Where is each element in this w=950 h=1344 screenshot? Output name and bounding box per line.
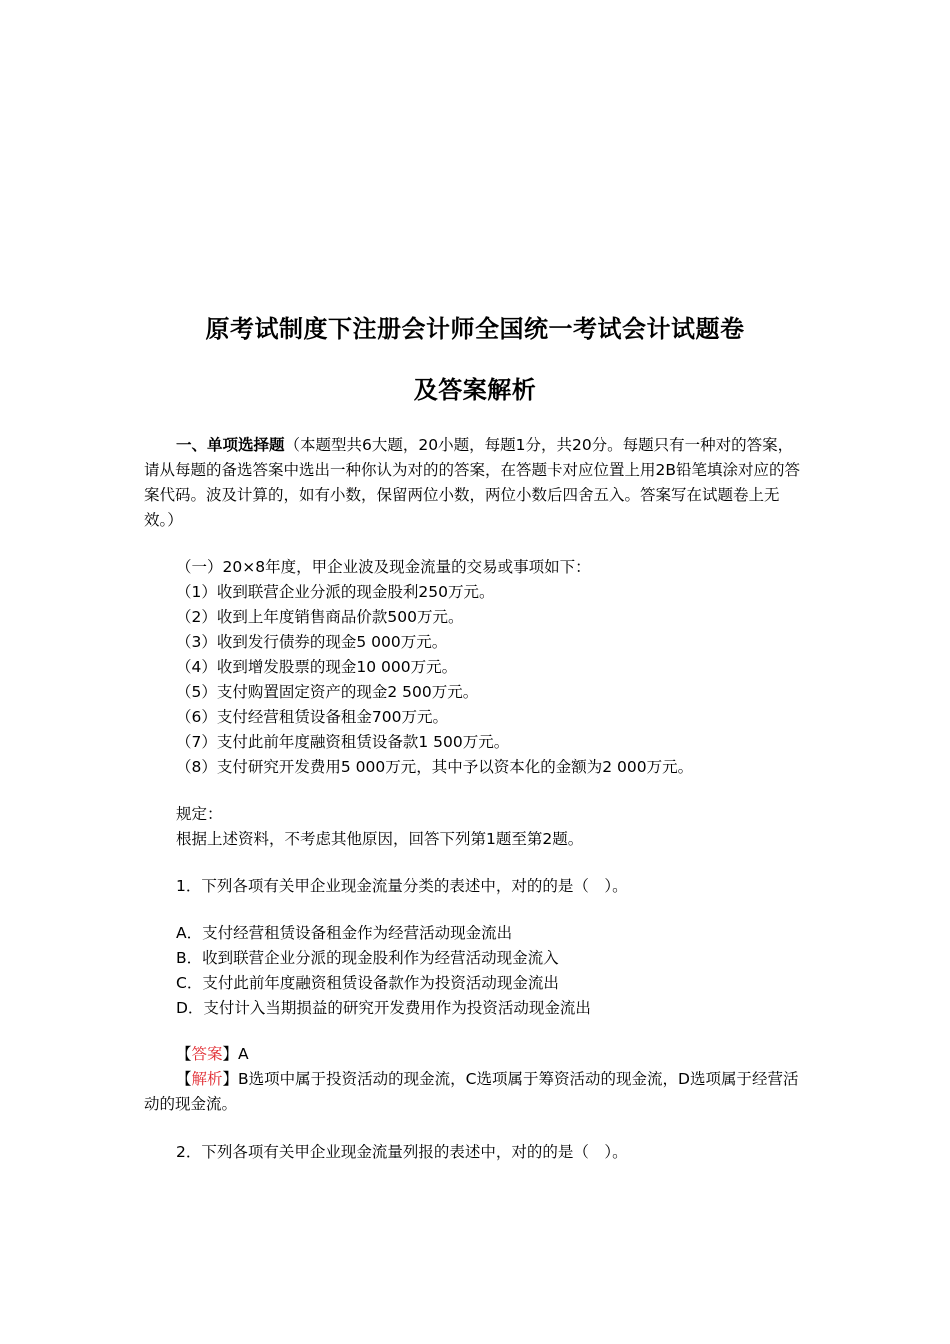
requirement-label: 规定： xyxy=(176,805,223,823)
section-heading: 一、单项选择题 xyxy=(176,436,285,454)
answer-bracket-open: 【 xyxy=(176,1045,192,1063)
requirement-text: 根据上述资料，不考虑其他原因，回答下列第1题至第2题。 xyxy=(176,830,584,848)
case-item: （1）收到联营企业分派的现金股利250万元。 xyxy=(176,583,495,601)
answer-label: 答案 xyxy=(191,1045,223,1063)
document-title-line2: 及答案解析 xyxy=(413,376,537,404)
question1-stem: 1．下列各项有关甲企业现金流量分类的表述中，对的的是（ ）。 xyxy=(176,877,628,895)
answer-value: A xyxy=(238,1045,249,1063)
case-item: （2）收到上年度销售商品价款500万元。 xyxy=(176,608,464,626)
option-d: D．支付计入当期损益的研究开发费用作为投资活动现金流出 xyxy=(176,999,591,1017)
option-b: B．收到联营企业分派的现金股利作为经营活动现金流入 xyxy=(176,949,559,967)
case-item: （4）收到增发股票的现金10 000万元。 xyxy=(176,658,458,676)
case-item: （7）支付此前年度融资租赁设备款1 500万元。 xyxy=(176,733,510,751)
case-item: （8）支付研究开发费用5 000万元，其中予以资本化的金额为2 000万元。 xyxy=(176,758,694,776)
case-item: （5）支付购置固定资产的现金2 500万元。 xyxy=(176,683,479,701)
question2-stem: 2．下列各项有关甲企业现金流量列报的表述中，对的的是（ ）。 xyxy=(176,1143,628,1161)
case-block xyxy=(176,555,693,780)
question1-options xyxy=(176,921,591,1021)
question1-analysis xyxy=(144,1067,804,1117)
question1-answer xyxy=(176,1042,249,1067)
section-description: （本题型共6大题，20小题，每题1分，共20分。每题只有一种对的答案，请从每题的备选答案中选出一种你认为对的的答案，在答题卡对应位置上用2B铅笔填涂对应的答案代码。波及计算的，如有小数，保留两位小数，两位小数后四舍五入。答案写在试题卷上无效。） xyxy=(144,436,800,529)
case-item: （6）支付经营租赁设备租金700万元。 xyxy=(176,708,448,726)
analysis-text: B选项中属于投资活动的现金流，C选项属于筹资活动的现金流，D选项属于经营活动的现金流。 xyxy=(144,1070,799,1113)
case-item: （3）收到发行债券的现金5 000万元。 xyxy=(176,633,448,651)
case-intro: （一）20×8年度，甲企业波及现金流量的交易或事项如下： xyxy=(176,558,591,576)
document-title-line1: 原考试制度下注册会计师全国统一考试会计试题卷 xyxy=(205,315,745,343)
answer-bracket-close: 】 xyxy=(222,1045,239,1063)
section-intro xyxy=(144,433,804,533)
analysis-bracket-open: 【 xyxy=(176,1070,192,1088)
option-c: C．支付此前年度融资租赁设备款作为投资活动现金流出 xyxy=(176,974,559,992)
analysis-bracket-close: 】 xyxy=(222,1070,239,1088)
requirement-block xyxy=(176,802,583,852)
analysis-label: 解析 xyxy=(191,1070,223,1088)
option-a: A．支付经营租赁设备租金作为经营活动现金流出 xyxy=(176,924,513,942)
